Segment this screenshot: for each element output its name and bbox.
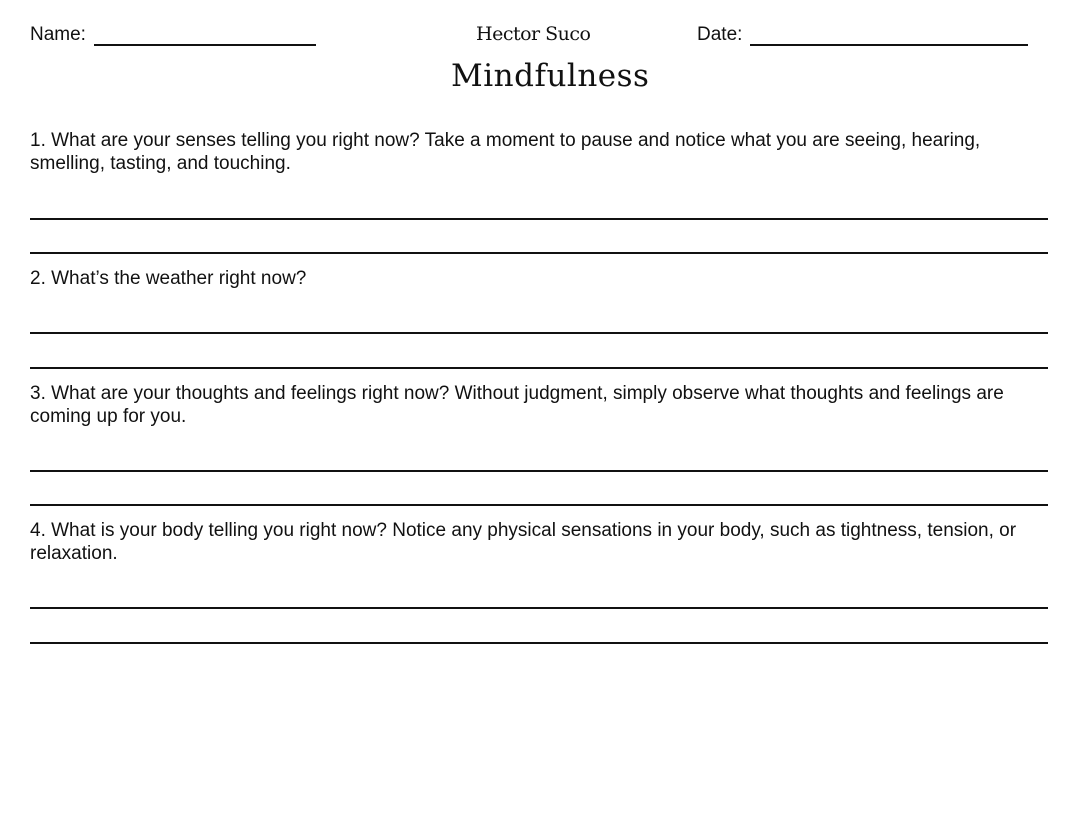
question-2: 2. What’s the weather right now? bbox=[30, 268, 307, 289]
answer-line-2a bbox=[30, 332, 1048, 334]
answer-line-1a bbox=[30, 218, 1048, 220]
answer-line-4b bbox=[30, 642, 1048, 644]
question-4: 4. What is your body telling you right now? Notice any physical sensations in your body, such as tightness, tension, or relaxation. bbox=[30, 520, 1017, 564]
answer-line-1b bbox=[30, 252, 1048, 254]
question-1: 1. What are your senses telling you right now? Take a moment to pause and notice what you are seeing, hearing, smelling, tasting, and touching. bbox=[30, 130, 981, 174]
answer-line-4a bbox=[30, 607, 1048, 609]
date-field-line bbox=[750, 44, 1028, 46]
name-label: Name: bbox=[30, 24, 86, 45]
answer-line-3b bbox=[30, 504, 1048, 506]
author-name: Hector Suco bbox=[476, 23, 591, 45]
answer-line-3a bbox=[30, 470, 1048, 472]
name-field-line bbox=[94, 44, 316, 46]
answer-line-2b bbox=[30, 367, 1048, 369]
question-3: 3. What are your thoughts and feelings right now? Without judgment, simply observe what thoughts and feelings are coming up for you. bbox=[30, 383, 1004, 427]
page-title: Mindfulness bbox=[451, 58, 650, 94]
date-label: Date: bbox=[697, 24, 743, 45]
